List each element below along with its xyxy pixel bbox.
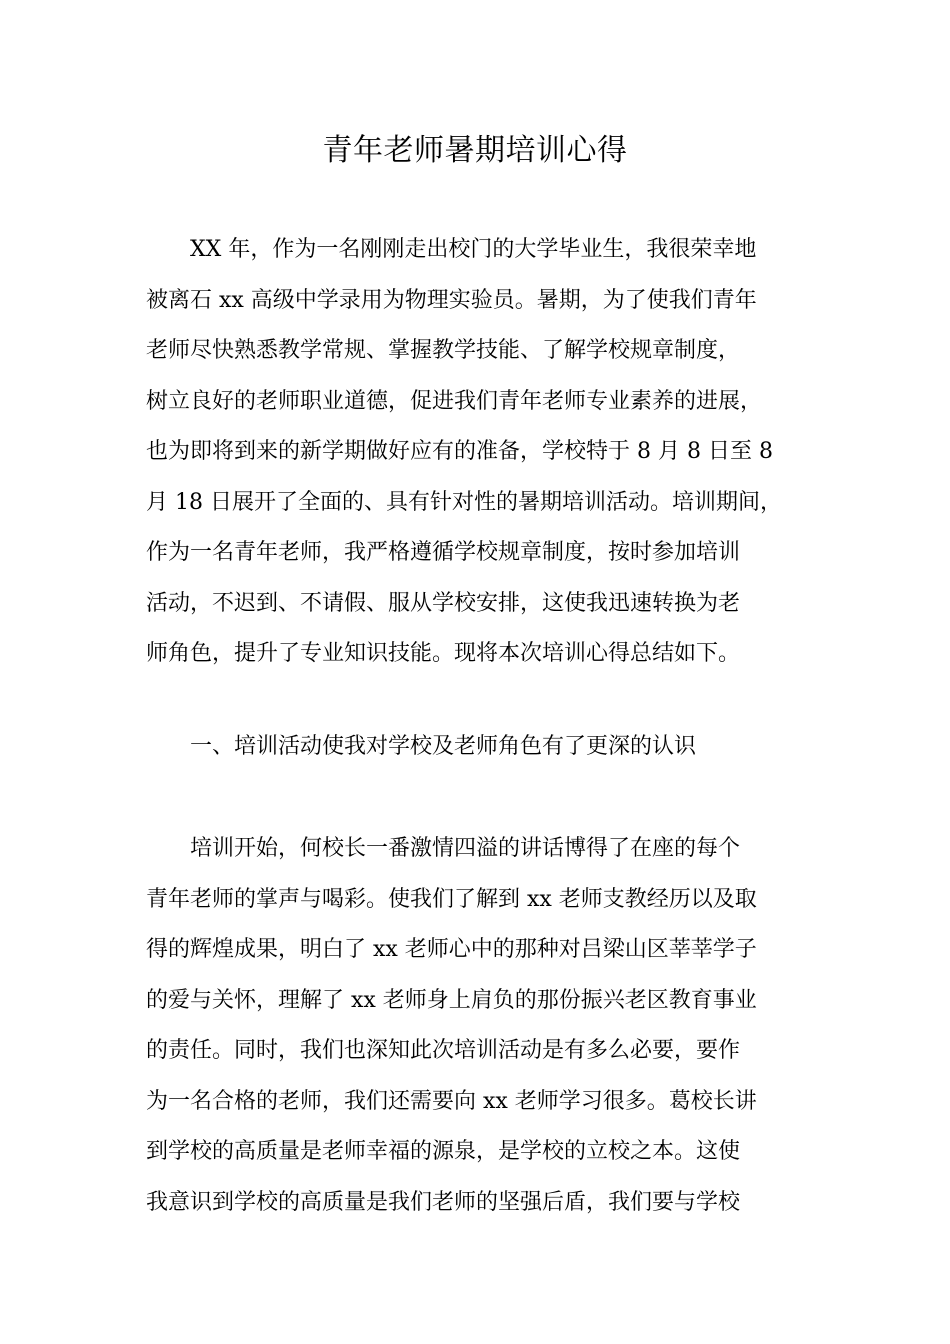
paragraph-line: 树立良好的老师职业道德，促进我们青年老师专业素养的进展，	[146, 388, 763, 414]
paragraph-line: 我意识到学校的高质量是我们老师的坚强后盾，我们要与学校	[146, 1189, 741, 1215]
paragraph-line: 青年老师的掌声与喝彩。使我们了解到 xx 老师支教经历以及取	[146, 886, 757, 912]
paragraph-line: 作为一名青年老师，我严格遵循学校规章制度，按时参加培训	[146, 540, 741, 565]
section-heading-text: 一、培训活动使我对学校及老师角色有了更深的认识	[190, 734, 697, 759]
paragraph-line: XX 年，作为一名刚刚走出校门的大学毕业生，我很荣幸地	[190, 237, 757, 262]
document-title: 青年老师暑期培训心得	[322, 133, 628, 168]
paragraph-line: 为一名合格的老师，我们还需要向 xx 老师学习很多。葛校长讲	[146, 1088, 757, 1114]
section-heading	[146, 722, 826, 773]
paragraph-line: 活动，不迟到、不请假、服从学校安排，这使我迅速转换为老	[146, 590, 741, 616]
paragraph-line: 的责任。同时，我们也深知此次培训活动是有多么必要，要作	[146, 1038, 741, 1063]
paragraph-line: 到学校的高质量是老师幸福的源泉，是学校的立校之本。这使	[146, 1139, 741, 1164]
paragraph-line: 月 18 日展开了全面的、具有针对性的暑期培训活动。培训期间，	[146, 489, 782, 515]
paragraph-line: 得的辉煌成果，明白了 xx 老师心中的那种对吕梁山区莘莘学子	[146, 937, 757, 962]
paragraph-line: 也为即将到来的新学期做好应有的准备，学校特于 8 月 8 日至 8	[146, 439, 773, 464]
paragraph-line: 老师尽快熟悉教学常规、掌握教学技能、了解学校规章制度，	[146, 338, 741, 363]
paragraph-intro	[146, 225, 826, 680]
paragraph-line: 师角色，提升了专业知识技能。现将本次培训心得总结如下。	[146, 641, 741, 666]
paragraph-line: 培训开始，何校长一番激情四溢的讲话博得了在座的每个	[190, 836, 741, 861]
paragraph-line: 被离石 xx 高级中学录用为物理实验员。暑期，为了使我们青年	[146, 287, 757, 313]
paragraph-section-one	[146, 824, 826, 1228]
paragraph-line: 的爱与关怀，理解了 xx 老师身上肩负的那份振兴老区教育事业	[146, 987, 757, 1013]
